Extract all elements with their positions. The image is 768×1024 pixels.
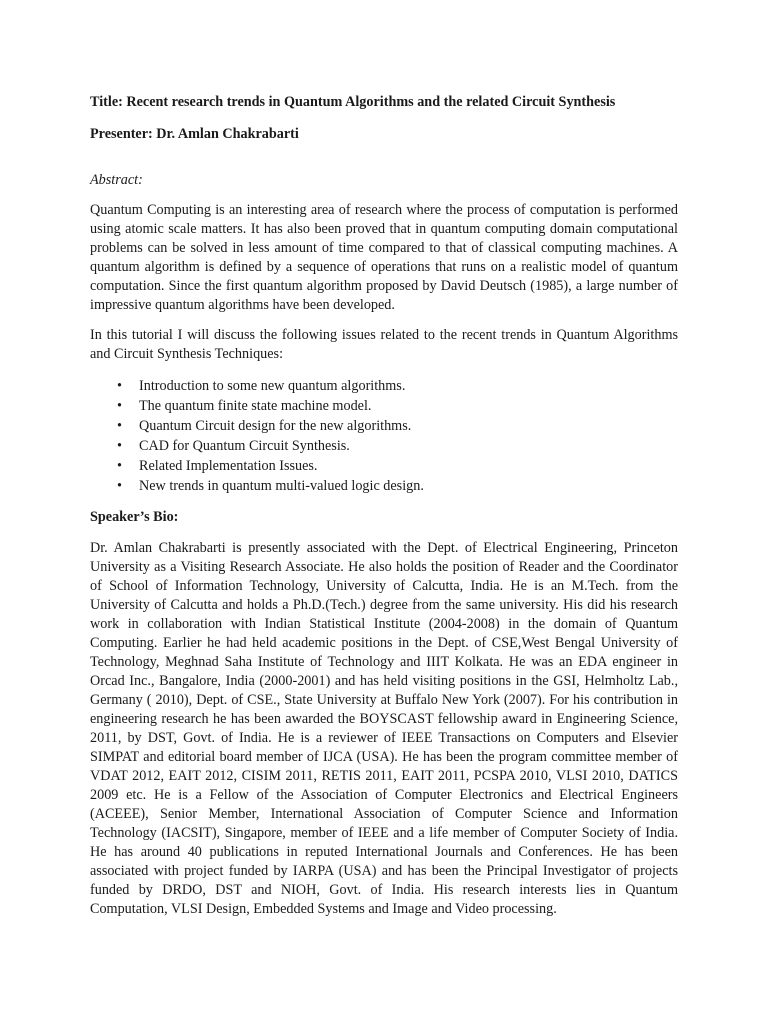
bullet-icon: • (117, 398, 122, 414)
presenter-line: Presenter: Dr. Amlan Chakrabarti (90, 126, 299, 142)
list-item (90, 396, 678, 416)
list-item (90, 416, 678, 436)
bullet-icon: • (117, 458, 122, 474)
bio-heading: Speaker’s Bio: (90, 509, 179, 525)
topic-text: Related Implementation Issues. (139, 458, 318, 474)
bullet-icon: • (117, 478, 122, 494)
topic-text: Introduction to some new quantum algorithms. (139, 378, 406, 394)
topic-text: New trends in quantum multi-valued logic design. (139, 478, 424, 494)
topic-list (90, 376, 678, 496)
bullet-icon: • (117, 438, 122, 454)
tutorial-paragraph: In this tutorial I will discuss the following issues related to the recent trends in Quantum Algorithms and Circuit Synthesis Techniques: (90, 327, 678, 362)
list-item (90, 436, 678, 456)
document-title: Title: Recent research trends in Quantum Algorithms and the related Circuit Synthesis (90, 94, 616, 110)
bullet-icon: • (117, 378, 122, 394)
list-item (90, 376, 678, 396)
topic-text: Quantum Circuit design for the new algorithms. (139, 418, 412, 434)
abstract-paragraph: Quantum Computing is an interesting area of research where the process of computation is performed using atomic scale matters. It has also been proved that in quantum computing domain computational problems can be solved in less amount of time compared to that of classical computing machines. A quantum algorithm is defined by a sequence of operations that runs on a realistic model of quantum computation. Since the first quantum algorithm proposed by David Deutsch (1985), a large number of impressive quantum algorithms have been developed. (90, 202, 678, 313)
bullet-icon: • (117, 418, 122, 434)
list-item (90, 456, 678, 476)
bio-paragraph: Dr. Amlan Chakrabarti is presently associated with the Dept. of Electrical Engineering, Princeton University as a Visiting Research Associate. He also holds the position of Reader and the Coordinator of School of Information Technology, University of Calcutta, India. He is an M.Tech. from the University of Calcutta and holds a Ph.D.(Tech.) degree from the same university. His did his research work in collaboration with Indian Statistical Institute (2004-2008) in the domain of Quantum Computing. Earlier he had held academic positions in the Dept. of CSE,West Bengal University of Technology, Meghnad Saha Institute of Technology and IIIT Kolkata. He was an EDA engineer in Orcad Inc., Bangalore, India (2000-2001) and has held visiting positions in the GSI, Helmholtz Lab., Germany ( 2010), Dept. of CSE., State University at Buffalo New York (2007). For his contribution in engineering research he has been awarded the BOYSCAST fellowship award in Engineering Science, 2011, by DST, Govt. of India. He is a reviewer of IEEE Transactions on Computers and Elsevier SIMPAT and editorial board member of IJCA (USA). He has been the program committee member of VDAT 2012, EAIT 2012, CISIM 2011, RETIS 2011, EAIT 2011, PCSPA 2010, VLSI 2010, DATICS 2009 etc. He is a Fellow of the Association of Computer Electronics and Electrical Engineers (ACEEE), Senior Member, International Association of Computer Science and Information Technology (IACSIT), Singapore, member of IEEE and a life member of Computer Society of India. He has around 40 publications in reputed International Journals and Conferences. He has been associated with project funded by IARPA (USA) and has been the Principal Investigator of projects funded by DRDO, DST and NIOH, Govt. of India. His research interests lies in Quantum Computation, VLSI Design, Embedded Systems and Image and Video processing. (90, 540, 678, 917)
topic-text: The quantum finite state machine model. (139, 398, 372, 414)
topic-text: CAD for Quantum Circuit Synthesis. (139, 438, 350, 454)
abstract-label: Abstract: (90, 172, 143, 188)
document-page (90, 93, 678, 919)
list-item (90, 476, 678, 496)
